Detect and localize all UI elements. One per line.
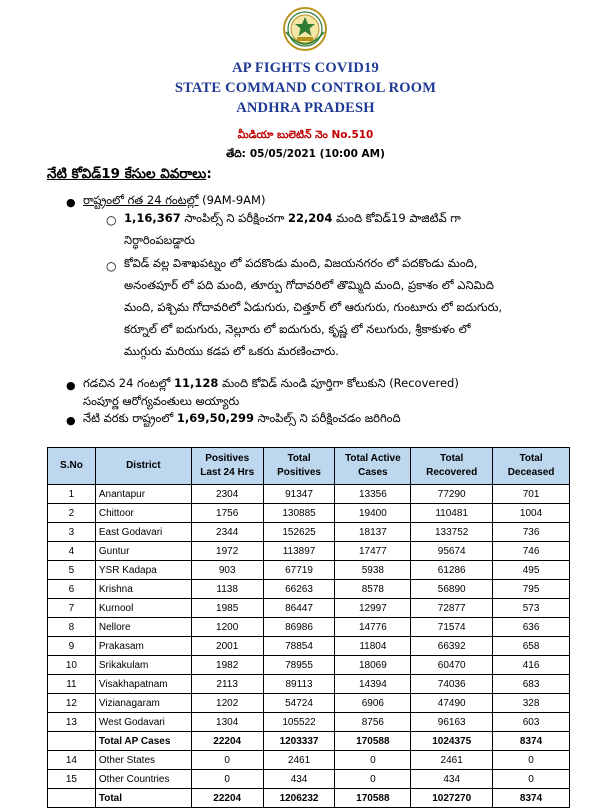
cell-recovered: 2461 <box>411 751 493 770</box>
cell-sno: 6 <box>48 580 96 599</box>
cell-positives-24h: 1972 <box>191 542 263 561</box>
table-row <box>48 618 570 637</box>
grand-total-row <box>48 789 570 808</box>
deaths-line-1: కోవిడ్ వల్ల విశాఖపట్నం లో పదకొండు మంది, విజయనగరం లో పదకొండు మంది, <box>124 256 478 270</box>
cell-sno: 3 <box>48 523 96 542</box>
cell-active-cases: 18069 <box>335 656 411 675</box>
cell-district: Nellore <box>95 618 191 637</box>
sub-bullet-circle-icon: ○ <box>106 213 117 227</box>
header-line-3: ANDHRA PRADESH <box>236 100 375 116</box>
cell-positives-24h: 1138 <box>191 580 263 599</box>
col-header-active-cases: Total Active Cases <box>335 448 411 485</box>
cell-active-cases: 12997 <box>335 599 411 618</box>
cell-positives-24h: 2304 <box>191 485 263 504</box>
table-row <box>48 504 570 523</box>
cell-deceased: 8374 <box>493 789 570 808</box>
col-header-district: District <box>95 448 191 485</box>
cell-active-cases: 5938 <box>335 561 411 580</box>
cell-district: West Godavari <box>95 713 191 732</box>
table-row <box>48 485 570 504</box>
cell-deceased: 1004 <box>493 504 570 523</box>
cell-positives-24h: 1304 <box>191 713 263 732</box>
cell-active-cases: 8578 <box>335 580 411 599</box>
cell-district: Srikakulam <box>95 656 191 675</box>
cell-sno: 8 <box>48 618 96 637</box>
cell-deceased: 573 <box>493 599 570 618</box>
cell-recovered: 95674 <box>411 542 493 561</box>
cell-deceased: 746 <box>493 542 570 561</box>
cell-deceased: 495 <box>493 561 570 580</box>
cell-deceased: 636 <box>493 618 570 637</box>
section-title <box>47 166 212 185</box>
cell-recovered: 110481 <box>411 504 493 523</box>
cell-active-cases: 0 <box>335 751 411 770</box>
positive-count: 22,204 <box>287 211 333 225</box>
cell-recovered: 74036 <box>411 675 493 694</box>
cell-positives-24h: 2113 <box>191 675 263 694</box>
recovered-count: 11,128 <box>173 376 219 390</box>
bulletin-number: మీడియా బులెటిన్ నెం No.510 <box>237 129 374 141</box>
cell-recovered: 1027270 <box>411 789 493 808</box>
col-header-total-positives: Total Positives <box>263 448 335 485</box>
table-row <box>48 675 570 694</box>
sub-bullet-1-text-1: సాంపిల్స్ ని పరీక్షించగా <box>180 211 288 225</box>
table-row <box>48 656 570 675</box>
cell-total-positives: 89113 <box>263 675 335 694</box>
cell-total-positives: 1203337 <box>263 732 335 751</box>
cell-positives-24h: 22204 <box>191 732 263 751</box>
cell-active-cases: 13356 <box>335 485 411 504</box>
cell-recovered: 96163 <box>411 713 493 732</box>
table-row <box>48 599 570 618</box>
cell-deceased: 795 <box>493 580 570 599</box>
cell-active-cases: 170588 <box>335 789 411 808</box>
table-row <box>48 542 570 561</box>
cell-sno: 9 <box>48 637 96 656</box>
cell-active-cases: 0 <box>335 770 411 789</box>
cell-sno: 14 <box>48 751 96 770</box>
cell-district: Total AP Cases <box>95 732 191 751</box>
cell-positives-24h: 1200 <box>191 618 263 637</box>
cell-deceased: 658 <box>493 637 570 656</box>
cell-positives-24h: 0 <box>191 770 263 789</box>
cell-recovered: 47490 <box>411 694 493 713</box>
recovered-text-1: గడచిన 24 గంటల్లో <box>83 376 174 390</box>
cell-recovered: 61286 <box>411 561 493 580</box>
cell-recovered: 66392 <box>411 637 493 656</box>
cell-deceased: 0 <box>493 770 570 789</box>
district-cases-table <box>47 447 570 808</box>
cell-total-positives: 91347 <box>263 485 335 504</box>
cell-active-cases: 17477 <box>335 542 411 561</box>
bulletin-date <box>0 148 611 163</box>
cell-recovered: 60470 <box>411 656 493 675</box>
cell-sno: 15 <box>48 770 96 789</box>
cell-total-positives: 66263 <box>263 580 335 599</box>
cell-total-positives: 105522 <box>263 713 335 732</box>
cell-deceased: 701 <box>493 485 570 504</box>
cell-sno: 4 <box>48 542 96 561</box>
sub-bullet-1-line-1 <box>124 207 461 229</box>
header-line-1: AP FIGHTS COVID19 <box>232 60 379 76</box>
table-row <box>48 694 570 713</box>
cell-positives-24h: 1985 <box>191 599 263 618</box>
cell-sno <box>48 732 96 751</box>
cell-positives-24h: 2001 <box>191 637 263 656</box>
cell-positives-24h: 1982 <box>191 656 263 675</box>
cell-positives-24h: 22204 <box>191 789 263 808</box>
deaths-line-4: కర్నూల్ లో ఐదుగురు, నెల్లూరు లో ఐదుగురు, కృష్ణ లో నలుగురు, శ్రీకాకుళం లో <box>124 322 471 336</box>
total-ap-row <box>48 732 570 751</box>
cell-sno: 13 <box>48 713 96 732</box>
samples-tested-count: 1,16,367 <box>124 211 181 225</box>
recovered-line-2: సంపూర్ణ ఆరోగ్యవంతులు అయ్యారు <box>83 394 240 408</box>
cell-deceased: 736 <box>493 523 570 542</box>
deaths-line-3: మంది, పశ్చిమ గోదావరిలో ఏడుగురు, చిత్తూర్ లో ఆరుగురు, గుంటూరు లో ఐదుగురు, <box>124 300 503 314</box>
cell-total-positives: 78955 <box>263 656 335 675</box>
cell-district: Other States <box>95 751 191 770</box>
cell-total-positives: 130885 <box>263 504 335 523</box>
cell-active-cases: 11804 <box>335 637 411 656</box>
col-header-sno: S.No <box>48 448 96 485</box>
cell-total-positives: 152625 <box>263 523 335 542</box>
col-header-recovered: Total Recovered <box>411 448 493 485</box>
section-title-colon: : <box>206 166 212 182</box>
total-samples-text-1: నేటి వరకు రాష్ట్రంలో <box>83 411 177 425</box>
cell-total-positives: 54724 <box>263 694 335 713</box>
cell-active-cases: 14394 <box>335 675 411 694</box>
cell-active-cases: 19400 <box>335 504 411 523</box>
cell-district: Anantapur <box>95 485 191 504</box>
cell-district: YSR Kadapa <box>95 561 191 580</box>
cell-sno: 10 <box>48 656 96 675</box>
cell-deceased: 328 <box>493 694 570 713</box>
deaths-line-2: అనంతపూర్ లో పది మంది, తూర్పు గోదావరిలో తొమ్మిది మంది, ప్రకాశం లో ఎనిమిది <box>124 278 494 292</box>
cell-total-positives: 86447 <box>263 599 335 618</box>
col-header-positives-24h: Positives Last 24 Hrs <box>191 448 263 485</box>
table-row <box>48 523 570 542</box>
deaths-line-5: ముగ్గురు మరియు కడప లో ఒకరు మరణించారు. <box>124 344 339 358</box>
cell-district: Guntur <box>95 542 191 561</box>
cell-active-cases: 18137 <box>335 523 411 542</box>
cell-total-positives: 86986 <box>263 618 335 637</box>
cell-sno: 12 <box>48 694 96 713</box>
total-samples-text-2: సాంపిల్స్ ని పరీక్షించడం జరిగింది <box>253 411 401 425</box>
table-header-row <box>48 448 570 485</box>
cell-total-positives: 1206232 <box>263 789 335 808</box>
table-row <box>48 713 570 732</box>
sub-bullet-1-text-2: మంది కోవిడ్19 పాజిటివ్ గా <box>332 211 461 225</box>
date-label: తేది: <box>226 148 246 160</box>
cell-deceased: 603 <box>493 713 570 732</box>
cell-recovered: 72877 <box>411 599 493 618</box>
cell-sno: 2 <box>48 504 96 523</box>
table-row <box>48 751 570 770</box>
cell-recovered: 1024375 <box>411 732 493 751</box>
cell-district: Kurnool <box>95 599 191 618</box>
cell-positives-24h: 2344 <box>191 523 263 542</box>
cell-district: Total <box>95 789 191 808</box>
bullet-1-suffix: (9AM-9AM) <box>198 193 266 207</box>
table-row <box>48 580 570 599</box>
cell-recovered: 133752 <box>411 523 493 542</box>
total-samples-line <box>83 407 401 429</box>
cell-sno <box>48 789 96 808</box>
cell-sno: 5 <box>48 561 96 580</box>
cell-district: Krishna <box>95 580 191 599</box>
sub-bullet-circle-icon: ○ <box>106 259 117 273</box>
cell-deceased: 0 <box>493 751 570 770</box>
bullet-dot-icon: ● <box>66 414 76 427</box>
cell-recovered: 71574 <box>411 618 493 637</box>
cell-recovered: 77290 <box>411 485 493 504</box>
cell-total-positives: 2461 <box>263 751 335 770</box>
bullet-dot-icon: ● <box>66 379 76 392</box>
table-row <box>48 637 570 656</box>
cell-deceased: 8374 <box>493 732 570 751</box>
cell-active-cases: 6906 <box>335 694 411 713</box>
cell-total-positives: 67719 <box>263 561 335 580</box>
cell-district: Vizianagaram <box>95 694 191 713</box>
cell-positives-24h: 903 <box>191 561 263 580</box>
total-samples-count: 1,69,50,299 <box>176 411 254 425</box>
date-value: 05/05/2021 (10:00 AM) <box>249 148 385 160</box>
cell-sno: 1 <box>48 485 96 504</box>
section-title-text: నేటి కోవిడ్19 కేసుల వివరాలు <box>47 166 207 182</box>
cell-active-cases: 8756 <box>335 713 411 732</box>
cell-total-positives: 434 <box>263 770 335 789</box>
cell-positives-24h: 1202 <box>191 694 263 713</box>
cell-active-cases: 14776 <box>335 618 411 637</box>
table-row <box>48 770 570 789</box>
cell-positives-24h: 0 <box>191 751 263 770</box>
cell-district: Prakasam <box>95 637 191 656</box>
header-line-2: STATE COMMAND CONTROL ROOM <box>174 80 437 96</box>
cell-positives-24h: 1756 <box>191 504 263 523</box>
cell-recovered: 434 <box>411 770 493 789</box>
cell-total-positives: 113897 <box>263 542 335 561</box>
cell-deceased: 683 <box>493 675 570 694</box>
cell-district: Visakhapatnam <box>95 675 191 694</box>
cell-district: Other Countries <box>95 770 191 789</box>
cell-active-cases: 170588 <box>335 732 411 751</box>
bullet-1-prefix: రాష్ట్రంలో గత 24 గంటల్లో <box>83 193 199 207</box>
cell-district: East Godavari <box>95 523 191 542</box>
cell-sno: 7 <box>48 599 96 618</box>
andhra-pradesh-emblem-icon <box>282 6 328 54</box>
cell-recovered: 56890 <box>411 580 493 599</box>
cell-sno: 11 <box>48 675 96 694</box>
col-header-deceased: Total Deceased <box>493 448 570 485</box>
cell-deceased: 416 <box>493 656 570 675</box>
recovered-text-2: మంది కోవిడ్ నుండి పూర్తిగా కోలుకుని (Recovered) <box>218 376 459 390</box>
cell-district: Chittoor <box>95 504 191 523</box>
cell-total-positives: 78854 <box>263 637 335 656</box>
sub-bullet-1-line-2: నిర్ధారింపబడ్డారు <box>124 233 195 247</box>
table-row <box>48 561 570 580</box>
bullet-dot-icon: ● <box>66 196 76 209</box>
